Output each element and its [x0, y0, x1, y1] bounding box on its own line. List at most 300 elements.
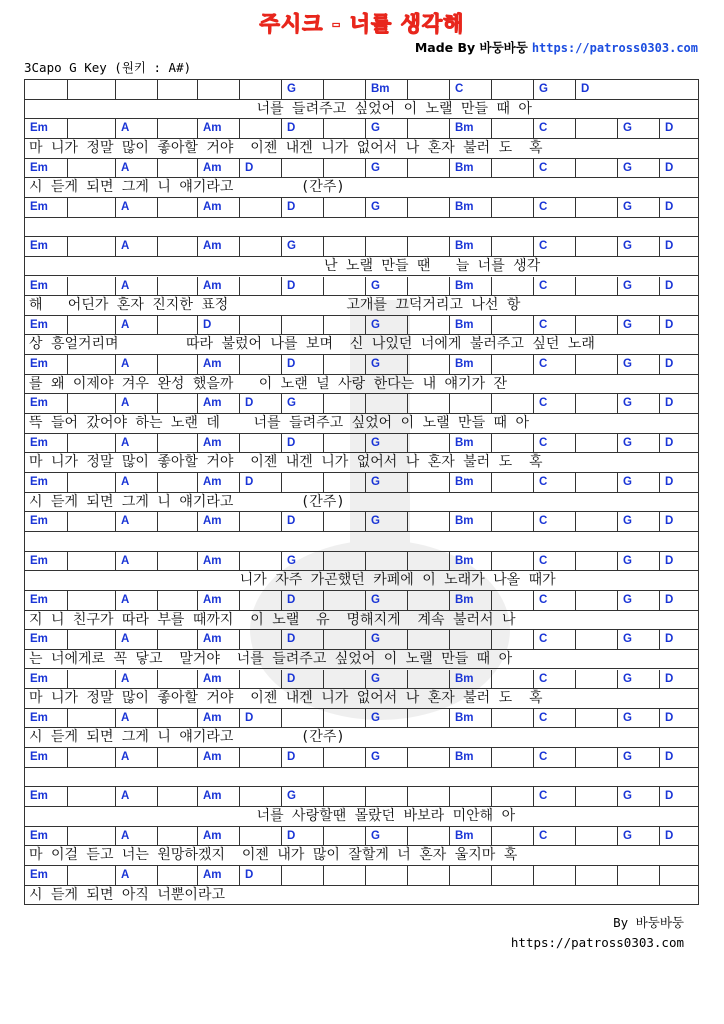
chord-cell [157, 355, 197, 375]
chord-label: C [539, 122, 548, 135]
made-by-url[interactable]: https://patross0303.com [531, 41, 698, 55]
chord-cell [365, 80, 407, 100]
chord-cell [67, 512, 115, 532]
chord-label: D [665, 397, 674, 410]
chord-label: D [665, 751, 674, 764]
chord-label: Am [203, 436, 222, 449]
chord-label: Bm [371, 83, 390, 95]
chord-label: G [371, 593, 380, 606]
chord-cell [659, 119, 698, 139]
lyric-line: 시 듣게 되면 그게 니 얘기라고 (간주) [29, 729, 345, 746]
chord-cell [533, 119, 575, 139]
chord-label: Bm [455, 279, 474, 292]
chord-cell [281, 670, 323, 690]
chord-label: A [121, 515, 130, 528]
chord-label: Am [203, 672, 222, 685]
chord-cell [575, 434, 617, 454]
chord-cell [449, 394, 491, 414]
chord-label: D [245, 869, 254, 881]
chord-cell [157, 198, 197, 218]
chord-row [25, 355, 698, 375]
chord-cell [575, 866, 617, 886]
chord-cell [449, 709, 491, 729]
chord-label: Em [30, 397, 48, 410]
chord-label: Am [203, 790, 222, 803]
chord-cell [659, 159, 698, 179]
chord-label: Am [203, 476, 222, 488]
chord-cell [197, 277, 239, 297]
lyric-line: 해 어딘가 혼자 진지한 표정 고개를 끄덕거리고 나선 항 [29, 297, 521, 314]
chord-label: G [371, 711, 380, 724]
chord-cell [659, 709, 698, 729]
chord-label: A [121, 476, 130, 488]
chord-label: D [287, 515, 296, 528]
chord-cell [659, 552, 698, 572]
chord-cell [449, 473, 491, 493]
chord-label: Em [30, 829, 48, 842]
chord-cell [281, 80, 323, 100]
chord-cell [157, 748, 197, 768]
chord-cell [197, 355, 239, 375]
chord-cell [157, 591, 197, 611]
chord-label: G [623, 436, 632, 449]
chord-cell [323, 748, 365, 768]
chord-label: G [287, 83, 296, 95]
chord-cell [365, 159, 407, 179]
chord-label: G [623, 672, 632, 685]
chord-label: A [121, 397, 130, 410]
chord-label: C [539, 358, 548, 371]
chord-label: C [539, 200, 548, 213]
chord-cell [197, 237, 239, 257]
chord-cell [491, 434, 533, 454]
chord-cell [407, 748, 449, 768]
chord-cell [115, 80, 157, 100]
lyric-row [25, 728, 698, 748]
chord-label: G [623, 161, 632, 174]
chord-cell [575, 748, 617, 768]
made-by-credit [415, 38, 698, 56]
chord-cell [25, 827, 67, 847]
chord-cell [533, 827, 575, 847]
chord-label: G [623, 829, 632, 842]
chord-label: D [665, 515, 674, 528]
chord-cell [197, 473, 239, 493]
chord-cell [25, 355, 67, 375]
chord-label: C [539, 476, 548, 488]
lyric-line: 마 니가 정말 많이 좋아할 거야 이젠 내겐 니가 없어서 나 혼자 불러 도 혹 [29, 690, 543, 707]
chord-cell [491, 237, 533, 257]
chord-cell [323, 434, 365, 454]
chord-row [25, 237, 698, 257]
chord-cell [323, 159, 365, 179]
chord-cell [115, 237, 157, 257]
chord-cell [533, 552, 575, 572]
chord-label: D [665, 122, 674, 135]
chord-cell [281, 394, 323, 414]
chord-label: G [623, 790, 632, 803]
chord-label: D [287, 672, 296, 685]
chord-cell [239, 355, 281, 375]
chord-cell [197, 512, 239, 532]
chord-cell [157, 159, 197, 179]
chord-cell [575, 159, 617, 179]
chord-cell [115, 670, 157, 690]
chord-cell [67, 80, 115, 100]
chord-row [25, 394, 698, 414]
chord-cell [365, 709, 407, 729]
chord-cell [617, 709, 659, 729]
chord-cell [449, 159, 491, 179]
chord-label: G [371, 751, 380, 764]
chord-cell [115, 709, 157, 729]
chord-cell [239, 237, 281, 257]
chord-cell [115, 473, 157, 493]
chord-label: Bm [455, 436, 474, 449]
chord-label: D [665, 358, 674, 371]
chord-label: D [665, 476, 674, 488]
lyric-row [25, 807, 698, 827]
chord-cell [491, 591, 533, 611]
lyric-row [25, 571, 698, 591]
chord-cell [407, 630, 449, 650]
chord-cell [239, 591, 281, 611]
chord-cell [407, 355, 449, 375]
chord-label: A [121, 633, 130, 646]
lyric-row [25, 218, 698, 238]
chord-cell [157, 434, 197, 454]
chord-cell [323, 119, 365, 139]
chord-label: G [287, 554, 296, 567]
chord-label: C [539, 672, 548, 685]
chord-label: G [623, 240, 632, 253]
chord-label: G [371, 200, 380, 213]
chord-cell [533, 512, 575, 532]
chord-cell [617, 159, 659, 179]
chord-cell [323, 355, 365, 375]
chord-cell [491, 316, 533, 336]
lyric-row [25, 768, 698, 788]
chord-cell [323, 198, 365, 218]
chord-cell [67, 473, 115, 493]
chord-cell [115, 512, 157, 532]
chord-label: Bm [455, 476, 474, 488]
chord-cell [449, 277, 491, 297]
chord-cell [575, 355, 617, 375]
chord-cell [449, 316, 491, 336]
chord-label: Bm [455, 711, 474, 724]
chord-cell [281, 473, 323, 493]
chord-cell [281, 866, 323, 886]
chord-cell [659, 237, 698, 257]
chord-cell [533, 277, 575, 297]
chord-cell [575, 512, 617, 532]
chord-cell [659, 827, 698, 847]
chord-label: Bm [455, 593, 474, 606]
chord-label: C [539, 318, 548, 331]
chord-cell [239, 198, 281, 218]
chord-label: D [245, 161, 254, 174]
chord-cell [67, 709, 115, 729]
chord-cell [239, 630, 281, 650]
chord-cell [365, 630, 407, 650]
chord-label: A [121, 122, 130, 135]
chord-label: Bm [455, 515, 474, 528]
chord-cell [491, 512, 533, 532]
chord-cell [491, 748, 533, 768]
chord-cell [449, 552, 491, 572]
chord-cell [197, 748, 239, 768]
lyric-line: 시 듣게 되면 그게 니 얘기라고 (간주) [29, 493, 345, 510]
lyric-line: 너를 사랑할땐 몰랐던 바보라 미안해 아 [29, 808, 516, 825]
chord-cell [157, 119, 197, 139]
chord-cell [659, 434, 698, 454]
chord-cell [617, 237, 659, 257]
lyric-line: 난 노랠 만들 땐 늘 너를 생각 [29, 257, 541, 274]
chord-label: Em [30, 711, 48, 724]
chord-cell [365, 473, 407, 493]
chord-cell [533, 434, 575, 454]
chord-label: A [121, 554, 130, 567]
chord-cell [323, 709, 365, 729]
chord-label: Am [203, 358, 222, 371]
chord-cell [157, 237, 197, 257]
chord-cell [533, 866, 575, 886]
chord-cell [25, 237, 67, 257]
chord-cell [533, 670, 575, 690]
chord-label: G [623, 318, 632, 331]
chord-cell [491, 80, 533, 100]
chord-cell [323, 630, 365, 650]
song-title: 주시크 - 너를 생각해 [259, 12, 465, 36]
chord-cell [197, 198, 239, 218]
chord-label: G [623, 554, 632, 567]
chord-label: G [371, 829, 380, 842]
chord-cell [323, 237, 365, 257]
chord-cell [197, 866, 239, 886]
chord-cell [617, 355, 659, 375]
chord-cell [197, 670, 239, 690]
chord-cell [575, 316, 617, 336]
chord-label: C [539, 397, 548, 410]
chord-cell [239, 159, 281, 179]
chord-cell [659, 748, 698, 768]
chord-cell [533, 709, 575, 729]
chord-label: Em [30, 122, 48, 135]
chord-cell [533, 748, 575, 768]
chord-label: Am [203, 829, 222, 842]
chord-cell [281, 434, 323, 454]
chord-cell [365, 670, 407, 690]
chord-label: D [665, 318, 674, 331]
chord-cell [575, 237, 617, 257]
chord-cell [239, 787, 281, 807]
chord-cell [157, 866, 197, 886]
chord-cell [365, 866, 407, 886]
chord-label: D [287, 200, 296, 213]
chord-cell [157, 552, 197, 572]
chord-cell [407, 473, 449, 493]
lyric-line: 지 니 친구가 따라 부를 때까지 이 노랠 유 명해지게 계속 불러서 나 [29, 611, 516, 628]
chord-row [25, 80, 698, 100]
chord-cell [197, 434, 239, 454]
lyric-line: 는 너에게로 꼭 닿고 말거야 너를 들려주고 싶었어 이 노랠 만들 때 아 [29, 650, 513, 667]
chord-cell [575, 591, 617, 611]
chord-row [25, 277, 698, 297]
chord-cell [323, 80, 365, 100]
chord-cell [67, 591, 115, 611]
chord-label: G [623, 200, 632, 213]
chord-cell [25, 159, 67, 179]
chord-label: G [623, 279, 632, 292]
chord-cell [67, 748, 115, 768]
chord-label: C [539, 436, 548, 449]
chord-cell [533, 355, 575, 375]
chord-label: Bm [455, 672, 474, 685]
chord-label: G [623, 358, 632, 371]
chord-cell [617, 552, 659, 572]
chord-label: Am [203, 554, 222, 567]
chord-cell [449, 787, 491, 807]
chord-cell [491, 866, 533, 886]
chord-cell [659, 355, 698, 375]
lyric-row [25, 335, 698, 355]
chord-cell [407, 237, 449, 257]
chord-cell [491, 670, 533, 690]
chord-label: D [287, 829, 296, 842]
chord-cell [25, 473, 67, 493]
chord-label: C [539, 790, 548, 803]
chord-label: D [287, 358, 296, 371]
chord-label: Am [203, 593, 222, 606]
chord-label: A [121, 829, 130, 842]
chord-cell [449, 198, 491, 218]
byline [511, 913, 684, 953]
chord-cell [491, 552, 533, 572]
chord-label: G [287, 790, 296, 803]
chord-cell [659, 512, 698, 532]
chord-label: Em [30, 161, 48, 174]
chord-cell [407, 198, 449, 218]
lyric-row [25, 414, 698, 434]
chord-cell [115, 316, 157, 336]
chord-cell [115, 277, 157, 297]
chord-cell [365, 434, 407, 454]
byline-url[interactable]: https://patross0303.com [510, 935, 684, 950]
chord-cell [617, 591, 659, 611]
lyric-row [25, 139, 698, 159]
chord-cell [25, 119, 67, 139]
chord-cell [659, 473, 698, 493]
chord-label: D [245, 397, 254, 410]
chord-cell [239, 473, 281, 493]
chord-cell [491, 827, 533, 847]
chord-label: D [665, 554, 674, 567]
chord-cell [491, 630, 533, 650]
chord-cell [281, 355, 323, 375]
chord-label: Bm [455, 358, 474, 371]
chord-label: D [665, 240, 674, 253]
chord-cell [491, 709, 533, 729]
chord-cell [67, 277, 115, 297]
chord-label: G [371, 436, 380, 449]
chord-row [25, 827, 698, 847]
chord-cell [25, 316, 67, 336]
chord-label: G [623, 397, 632, 410]
chord-cell [407, 80, 449, 100]
chord-label: C [539, 829, 548, 842]
chord-cell [197, 394, 239, 414]
lyric-line: 너를 들려주고 싶었어 이 노랠 만들 때 아 [29, 100, 532, 117]
chord-cell [197, 552, 239, 572]
chord-cell [25, 80, 67, 100]
chord-cell [115, 119, 157, 139]
chord-label: D [245, 711, 254, 724]
chord-cell [323, 787, 365, 807]
chord-cell [281, 552, 323, 572]
chord-cell [533, 237, 575, 257]
chord-cell [617, 827, 659, 847]
chord-cell [115, 552, 157, 572]
chord-cell [239, 866, 281, 886]
lyric-row [25, 846, 698, 866]
chord-cell [491, 277, 533, 297]
chord-cell [157, 277, 197, 297]
chord-cell [67, 159, 115, 179]
chord-cell [281, 198, 323, 218]
chord-cell [617, 670, 659, 690]
chord-label: G [539, 83, 548, 95]
chord-cell [659, 866, 698, 886]
chord-cell [67, 198, 115, 218]
chord-row [25, 159, 698, 179]
chord-cell [617, 787, 659, 807]
chord-cell [323, 394, 365, 414]
chord-cell [239, 394, 281, 414]
chord-label: D [665, 672, 674, 685]
lyric-row [25, 493, 698, 513]
chord-label: G [623, 711, 632, 724]
chord-row [25, 787, 698, 807]
chord-label: D [245, 476, 254, 488]
chord-cell [659, 630, 698, 650]
chord-cell [281, 277, 323, 297]
chord-label: Bm [455, 751, 474, 764]
chord-cell [407, 434, 449, 454]
chord-cell [67, 866, 115, 886]
chord-cell [25, 277, 67, 297]
chord-cell [617, 473, 659, 493]
chord-cell [617, 277, 659, 297]
lyric-row [25, 650, 698, 670]
chord-cell [25, 709, 67, 729]
chord-label: G [371, 515, 380, 528]
chord-cell [533, 316, 575, 336]
chord-cell [365, 787, 407, 807]
chord-cell [365, 748, 407, 768]
chord-cell [197, 787, 239, 807]
chord-label: Am [203, 397, 222, 410]
chord-label: Bm [455, 122, 474, 135]
chord-label: D [203, 318, 212, 331]
chord-label: D [665, 711, 674, 724]
chord-cell [323, 316, 365, 336]
chord-cell [365, 591, 407, 611]
chord-cell [25, 591, 67, 611]
chord-cell [533, 787, 575, 807]
chord-cell [115, 866, 157, 886]
chord-label: Em [30, 358, 48, 371]
